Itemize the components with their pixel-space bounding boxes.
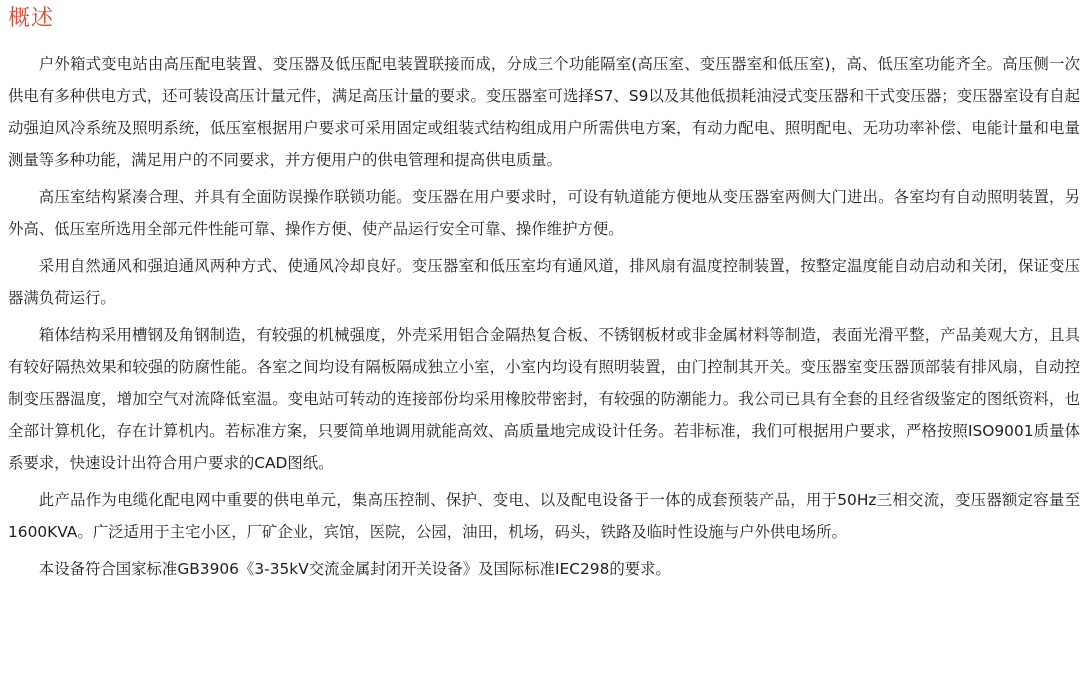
overview-body	[8, 48, 1080, 590]
paragraph-application: 此产品作为电缆化配电网中重要的供电单元，集高压控制、保护、变电、以及配电设备于一体的成套预装产品，用于50Hz三相交流，变压器额定容量至1600KVA。广泛适用于主宅小区，厂矿企业，宾馆，医院，公园，油田，机场，码头，铁路及临时性设施与户外供电场所。	[8, 491, 1080, 541]
paragraph-enclosure-structure: 箱体结构采用槽钢及角钢制造，有较强的机械强度，外壳采用铝合金隔热复合板、不锈钢板材或非金属材料等制造，表面光滑平整，产品美观大方，且具有较好隔热效果和较强的防腐性能。各室之间均设有隔板隔成独立小室，小室内均设有照明装置，由门控制其开关。变压器室变压器顶部装有排风扇，自动控制变压器温度，增加空气对流降低室温。变电站可转动的连接部份均采用橡胶带密封，有较强的防潮能力。我公司已具有全套的且经省级鉴定的图纸资料，也全部计算机化，存在计算机内。若标准方案，只要简单地调用就能高效、高质量地完成设计任务。若非标准，我们可根据用户要求，严格按照ISO9001质量体系要求，快速设计出符合用户要求的CAD图纸。	[8, 326, 1080, 472]
section-title: 概述	[8, 6, 55, 31]
paragraph-intro: 户外箱式变电站由高压配电装置、变压器及低压配电装置联接而成，分成三个功能隔室(高压室、变压器室和低压室)，高、低压室功能齐全。高压侧一次供电有多种供电方式，还可装设高压计量元件，满足高压计量的要求。变压器室可选择S7、S9以及其他低损耗油浸式变压器和干式变压器；变压器室设有自起动强迫风冷系统及照明系统，低压室根据用户要求可采用固定或组装式结构组成用户所需供电方案，有动力配电、照明配电、无功功率补偿、电能计量和电量测量等多种功能，满足用户的不同要求，并方便用户的供电管理和提高供电质量。	[8, 55, 1080, 169]
paragraph-high-voltage-room: 高压室结构紧凑合理、并具有全面防误操作联锁功能。变压器在用户要求时，可设有轨道能方便地从变压器室两侧大门进出。各室均有自动照明装置，另外高、低压室所选用全部元件性能可靠、操作方便、使产品运行安全可靠、操作维护方便。	[8, 188, 1080, 238]
paragraph-standards: 本设备符合国家标准GB3906《3-35kV交流金属封闭开关设备》及国际标准IEC298的要求。	[38, 560, 671, 578]
paragraph-ventilation: 采用自然通风和强迫通风两种方式、使通风冷却良好。变压器室和低压室均有通风道，排风扇有温度控制装置，按整定温度能自动启动和关闭，保证变压器满负荷运行。	[8, 257, 1080, 307]
